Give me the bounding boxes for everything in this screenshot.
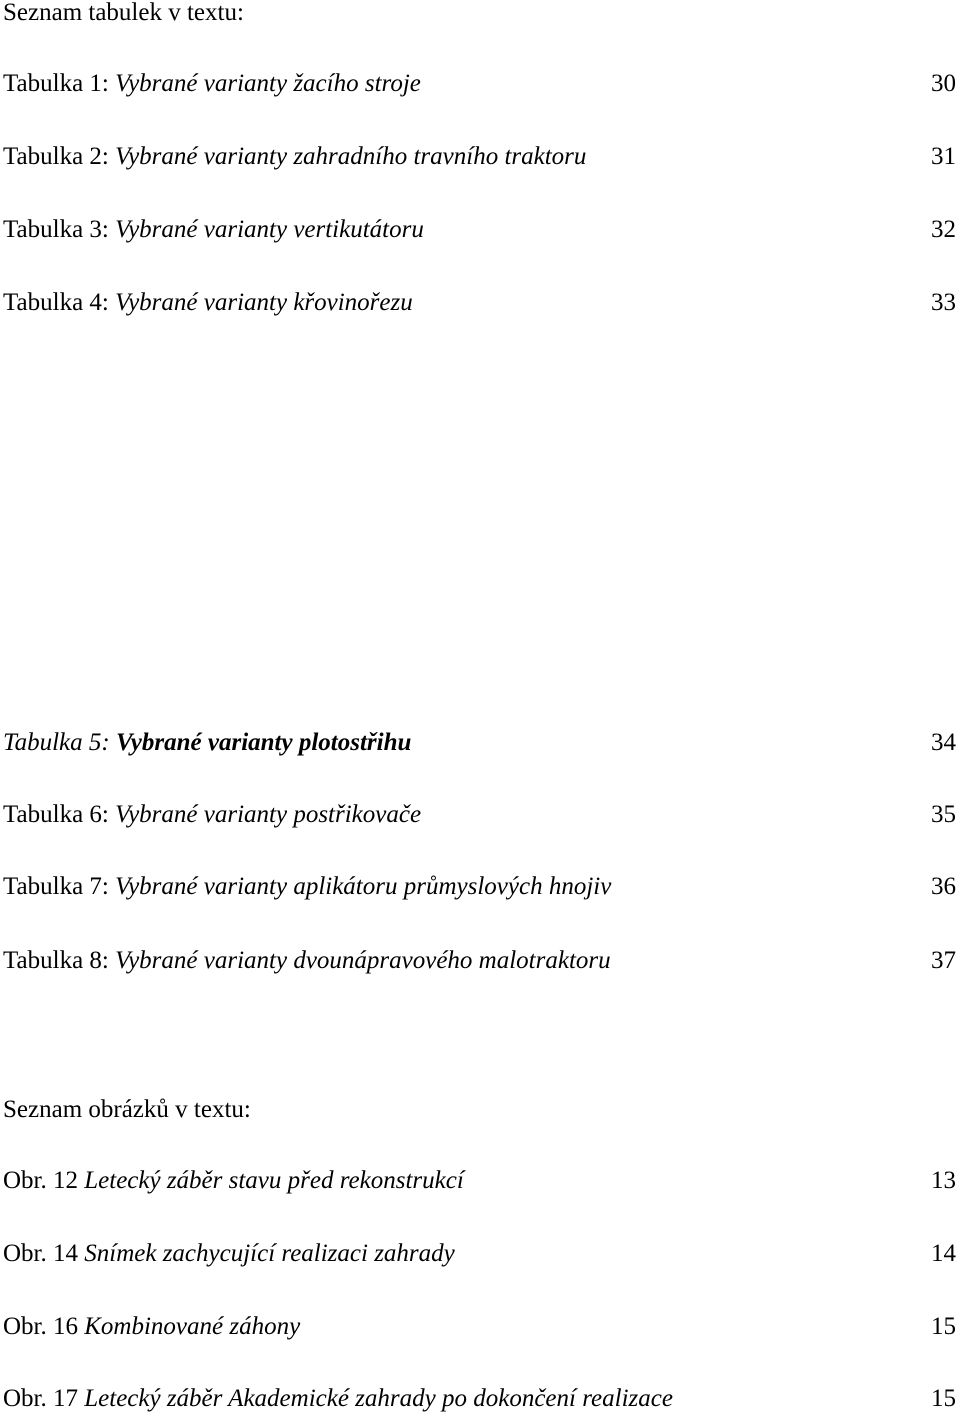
toc-entry-title: Vybrané varianty aplikátoru průmyslových hnojiv — [115, 873, 612, 900]
toc-entry-figure-17[interactable] — [3, 1382, 956, 1416]
toc-entry-label: Tabulka 7: — [3, 873, 109, 900]
toc-entry-page: 34 — [931, 729, 956, 756]
toc-entry-label: Obr. 17 — [3, 1385, 78, 1412]
toc-entry-label: Tabulka 5: — [3, 729, 110, 756]
toc-entry-label: Tabulka 4: — [3, 289, 109, 316]
toc-entry-title: Vybrané varianty vertikutátoru — [115, 216, 424, 243]
toc-entry-page: 15 — [931, 1385, 956, 1412]
toc-entry-table-8[interactable] — [3, 944, 956, 978]
toc-entry-page: 37 — [931, 947, 956, 974]
toc-entry-page: 35 — [931, 801, 956, 828]
toc-entry-figure-14[interactable] — [3, 1237, 956, 1271]
toc-entry-page: 31 — [931, 143, 956, 170]
toc-entry-title: Vybrané varianty dvounápravového malotraktoru — [115, 947, 611, 974]
toc-entry-title: Vybrané varianty křovinořezu — [115, 289, 413, 316]
toc-entry-table-1[interactable] — [3, 67, 956, 101]
toc-entry-figure-16[interactable] — [3, 1310, 956, 1344]
toc-entry-table-4[interactable] — [3, 286, 956, 320]
toc-entry-title: Kombinované záhony — [84, 1313, 301, 1340]
toc-entry-table-6[interactable] — [3, 798, 956, 832]
toc-entry-label: Tabulka 3: — [3, 216, 109, 243]
toc-entry-label: Tabulka 1: — [3, 70, 109, 97]
toc-entry-label: Obr. 16 — [3, 1313, 78, 1340]
toc-entry-page: 13 — [931, 1167, 956, 1194]
toc-entry-figure-12[interactable] — [3, 1164, 956, 1198]
toc-entry-table-7[interactable] — [3, 870, 956, 904]
toc-entry-label: Tabulka 6: — [3, 801, 109, 828]
tables-heading: Seznam tabulek v textu: — [3, 0, 244, 26]
toc-entry-title: Vybrané varianty žacího stroje — [115, 70, 421, 97]
toc-entry-title: Vybrané varianty zahradního travního traktoru — [115, 143, 587, 170]
toc-entry-title: Vybrané varianty plotostřihu — [115, 729, 412, 756]
toc-entry-label: Obr. 12 — [3, 1167, 78, 1194]
toc-entry-page: 33 — [931, 289, 956, 316]
toc-entry-page: 36 — [931, 873, 956, 900]
toc-entry-table-5[interactable] — [3, 726, 956, 760]
toc-entry-label: Obr. 14 — [3, 1240, 78, 1267]
toc-entry-title: Vybrané varianty postřikovače — [115, 801, 422, 828]
toc-entry-title: Letecký záběr stavu před rekonstrukcí — [84, 1167, 464, 1194]
toc-entry-table-2[interactable] — [3, 140, 956, 174]
toc-entry-page: 30 — [931, 70, 956, 97]
toc-entry-table-3[interactable] — [3, 213, 956, 247]
toc-entry-title: Snímek zachycující realizaci zahrady — [84, 1240, 455, 1267]
toc-entry-page: 32 — [931, 216, 956, 243]
toc-entry-page: 14 — [931, 1240, 956, 1267]
toc-entry-label: Tabulka 8: — [3, 947, 109, 974]
figures-heading: Seznam obrázků v textu: — [3, 1096, 251, 1123]
toc-entry-title: Letecký záběr Akademické zahrady po dokončení realizace — [84, 1385, 673, 1412]
toc-entry-label: Tabulka 2: — [3, 143, 109, 170]
toc-entry-page: 15 — [931, 1313, 956, 1340]
